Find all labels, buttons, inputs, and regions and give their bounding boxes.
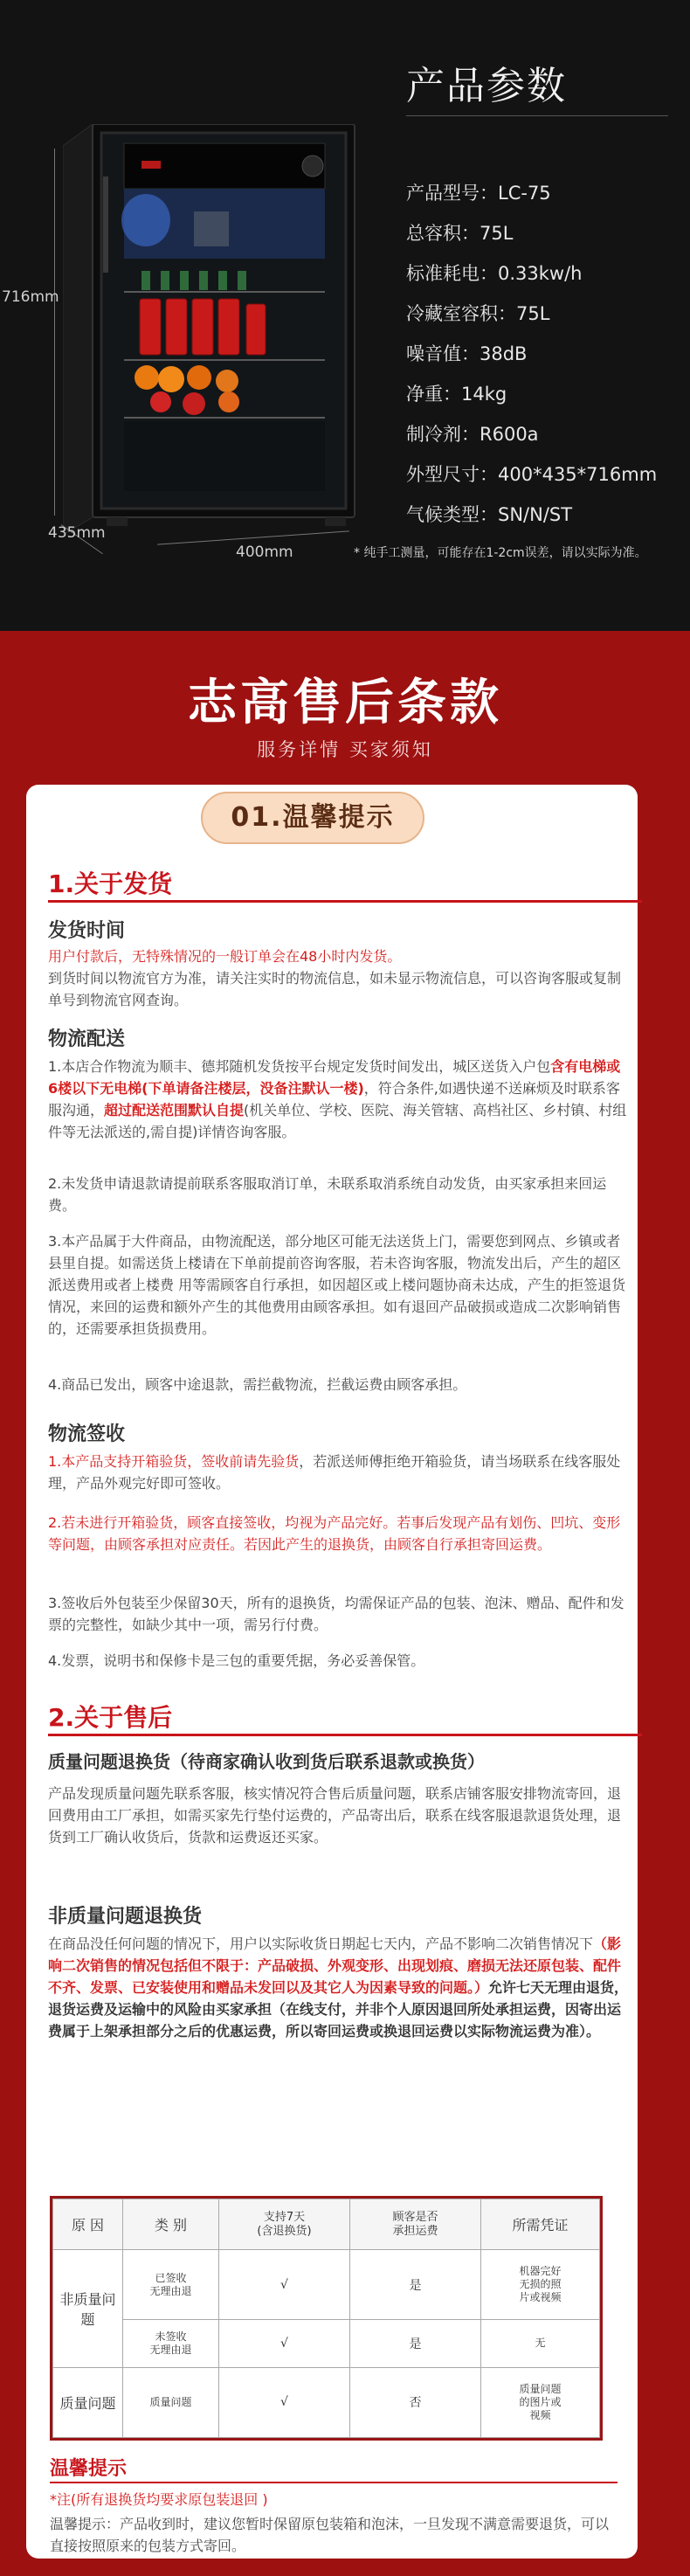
table-cell-category: 质量问题 — [123, 2367, 219, 2437]
section-aftersales-title: 2.关于售后 — [48, 1703, 173, 1732]
height-dimension: 716mm — [2, 288, 59, 306]
logistics-highlight: 超过配送范围默认自提 — [104, 1102, 245, 1118]
sign-text: ，若派送师傅拒绝开箱验货，请当场联系在线客服处理，产品外观完好即可签收。 — [48, 1453, 621, 1492]
table-cell-reason: 非质量问题 — [53, 2250, 123, 2368]
table-cell-proof: 质量问题 的图片或 视频 — [481, 2367, 600, 2437]
nonquality-return-text — [48, 1933, 629, 2042]
logistics-highlight: 含有电梯或6楼以下无电梯(下单请备注楼层，没备注默认一楼) — [48, 1058, 621, 1097]
spec-item: 噪音值：38dB — [406, 343, 528, 364]
sign-highlight: 1.本产品支持开箱验货，签收前请先验货 — [48, 1453, 300, 1470]
sign-title: 物流签收 — [48, 1423, 126, 1445]
spec-item: 标准耗电：0.33kw/h — [406, 263, 583, 284]
ship-time-title: 发货时间 — [48, 920, 126, 942]
nonquality-text: 在商品没任何问题的情况下，用户以实际收货日期起七天内，产品不影响二次销售情况下 — [48, 1935, 594, 1952]
after-sales-title: 志高售后条款 — [188, 675, 502, 731]
quality-return-title: 质量问题退换货（待商家确认收到货后联系退款或换货） — [48, 1751, 485, 1772]
fridge-product-image — [63, 124, 360, 535]
spec-item: 产品型号：LC-75 — [406, 183, 551, 204]
logistics-item-1 — [48, 1056, 629, 1143]
section-divider — [48, 900, 642, 903]
tip-pill: 01.温馨提示 — [201, 792, 424, 844]
after-sales-subtitle: 服务详情 买家须知 — [257, 739, 433, 760]
warm-tip-divider — [50, 2482, 618, 2483]
table-cell-support: √ — [219, 2367, 350, 2437]
width-dimension: 400mm — [236, 544, 293, 561]
spec-list — [406, 173, 657, 535]
table-cell-fee: 是 — [350, 2320, 481, 2367]
table-header: 顾客是否 承担运费 — [350, 2199, 481, 2250]
ship-time-text: 到货时间以物流官方为准，请关注实时的物流信息，如未显示物流信息，可以咨询客服或复制单号到物流官网查询。 — [48, 970, 622, 1008]
table-header: 支持7天 (含退换货) — [219, 2199, 350, 2250]
table-header: 所需凭证 — [481, 2199, 600, 2250]
table-cell-category: 未签收 无理由退 — [123, 2320, 219, 2367]
sign-item-4: 4.发票，说明书和保修卡是三包的重要凭据，务必妥善保管。 — [48, 1652, 425, 1669]
measurement-note: * 纯手工测量，可能存在1-2cm误差，请以实际为准。 — [354, 546, 647, 560]
table-cell-fee: 是 — [350, 2250, 481, 2320]
spec-item: 外型尺寸：400*435*716mm — [406, 464, 658, 485]
warm-tip-note: *注(所有退换货均要求原包装退回 ) — [50, 2491, 268, 2508]
table-cell-proof: 机器完好 无损的照 片或视频 — [481, 2250, 600, 2320]
spec-item: 净重：14kg — [406, 384, 507, 405]
table-cell-support: √ — [219, 2250, 350, 2320]
logistics-text: 1.本店合作物流为顺丰、德邦随机发货按平台规定发货时间发出，城区送货入户包 — [48, 1058, 551, 1075]
warm-tip-title: 温馨提示 — [50, 2458, 128, 2480]
ship-time-body — [48, 945, 629, 1011]
table-cell-support: √ — [219, 2320, 350, 2367]
spec-item: 制冷剂：R600a — [406, 424, 539, 445]
table-row — [53, 2367, 600, 2437]
sign-item-1 — [48, 1451, 629, 1494]
logistics-text: (机关单位、学校、医院、海关管辖、高档社区、乡村镇、村组件等无法派送的,需自提)详情咨询客服。 — [48, 1102, 627, 1140]
depth-dimension: 435mm — [48, 524, 106, 542]
table-cell-proof: 无 — [481, 2320, 600, 2367]
nonquality-terms: 允许七天无理由退货，退货运费及运输中的风险由买家承担（在线支付，并非个人原因退回所处承担运费，因寄出运费属于上架承担部分之后的优惠运费，所以寄回运费或换退回运费以实际物流运费为准）。 — [48, 1979, 629, 2039]
nonquality-highlight: （影响二次销售的情况包括但不限于：产品破损、外观变形、出现划痕、磨损无法还原包装、配件不齐、发票、已安装使用和赠品未发回以及其它人为因素导致的问题。） — [48, 1935, 622, 1996]
sign-item-3: 3.签收后外包装至少保留30天，所有的退换货，均需保证产品的包装、泡沫、赠品、配件和发票的完整性，如缺少其中一项，需另行付费。 — [48, 1595, 624, 1633]
spec-title: 产品参数 — [406, 64, 567, 108]
logistics-text: ，符合条件,如遇快递不送麻烦及时联系客服沟通， — [48, 1080, 620, 1118]
section-shipping-title: 1.关于发货 — [48, 869, 173, 898]
height-dimension-line — [54, 149, 55, 516]
nonquality-return-title: 非质量问题退换货 — [48, 1906, 203, 1928]
table-header: 类 别 — [123, 2199, 219, 2250]
logistics-item-3: 3.本产品属于大件商品，由物流配送，部分地区可能无法送货上门，需要您到网点、乡镇或者县里自提。如需送货上楼请在下单前提前咨询客服，若未咨询客服，物流发出后，产生的超区派送费用或者上楼费 用等需顾客自行承担，如因超区或上楼问题协商未达成，产生的拒签退货情况，来回的运费和额外产生的其他费用由顾客承担。如有退回产品破损或造成二次影响销售的，还需要承担货损费用。 — [48, 1233, 626, 1337]
table-cell-category: 已签收 无理由退 — [123, 2250, 219, 2320]
quality-return-text: 产品发现质量问题先联系客服，核实情况符合售后质量问题，联系店铺客服安排物流寄回，退回费用由工厂承担，如需买家先行垫付运费的，产品寄出后，联系在线客服退款退货处理，退货到工厂确认收货后，货款和运费返还买家。 — [48, 1785, 622, 1845]
table-cell-fee: 否 — [350, 2367, 481, 2437]
spec-item: 冷藏室容积：75L — [406, 303, 550, 324]
logistics-item-4: 4.商品已发出，顾客中途退款，需拦截物流，拦截运费由顾客承担。 — [48, 1376, 467, 1393]
spec-item: 气候类型：SN/N/ST — [406, 504, 573, 525]
logistics-title: 物流配送 — [48, 1028, 126, 1050]
ship-time-highlight: 用户付款后，无特殊情况的一般订单会在48小时内发货。 — [48, 948, 402, 965]
logistics-item-2: 2.未发货申请退款请提前联系客服取消订单，未联系取消系统自动发货，由买家承担来回运费。 — [48, 1175, 607, 1214]
table-header: 原 因 — [53, 2199, 123, 2250]
spec-item: 总容积：75L — [406, 223, 514, 244]
sign-item-2: 2.若未进行开箱验货，顾客直接签收，均视为产品完好。若事后发现产品有划伤、凹坑、变形等问题，由顾客承担对应责任。若因此产生的退换货，由顾客自行承担寄回运费。 — [48, 1514, 621, 1553]
spec-title-divider — [406, 115, 668, 116]
table-row — [53, 2250, 600, 2320]
table-row — [53, 2320, 600, 2367]
warm-tip-text: 温馨提示：产品收到时，建议您暂时保留原包装箱和泡沫，一旦发现不满意需要退货，可以直接按照原来的包装方式寄回。 — [50, 2516, 610, 2554]
table-header-row — [53, 2199, 600, 2250]
product-spec-section — [0, 0, 690, 631]
returns-table — [50, 2196, 603, 2441]
table-cell-reason: 质量问题 — [53, 2367, 123, 2437]
section-divider — [48, 1734, 642, 1736]
